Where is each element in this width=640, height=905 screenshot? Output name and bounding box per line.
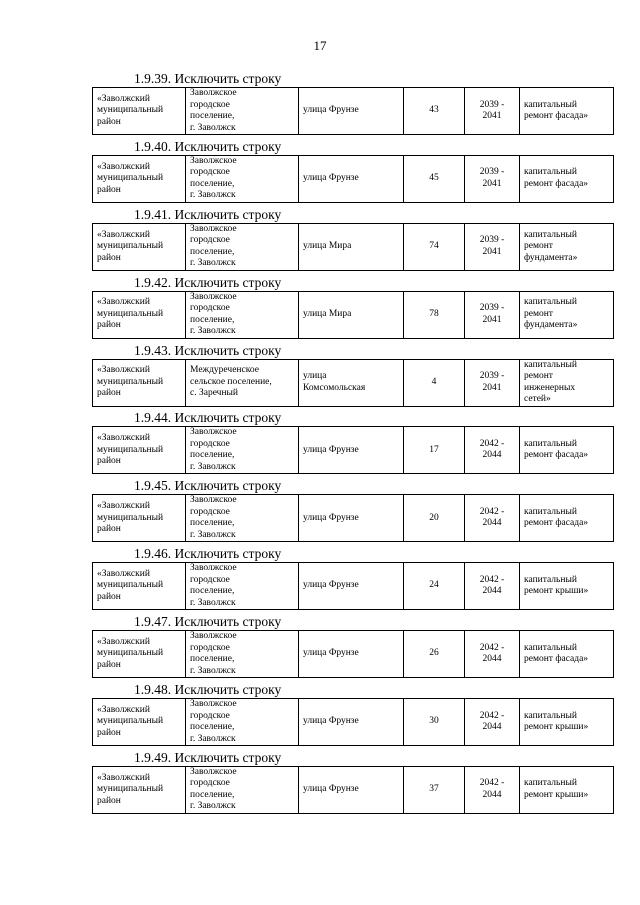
table-row: [93, 427, 614, 474]
section-heading: 1.9.49. Исключить строку: [134, 749, 282, 765]
table-row: [93, 495, 614, 542]
settlement-cell: Заволжское городское поселение, г. Заволжск: [186, 631, 299, 678]
settlement-cell: Заволжское городское поселение, г. Заволжск: [186, 88, 299, 135]
work-type-cell: капитальный ремонт фасада»: [520, 155, 614, 202]
house-number-cell: 37: [404, 766, 465, 813]
district-cell: «Заволжский муниципальный район: [93, 155, 186, 202]
section-heading: 1.9.41. Исключить строку: [134, 206, 282, 222]
district-cell: «Заволжский муниципальный район: [93, 766, 186, 813]
work-type-cell: капитальный ремонт фасада»: [520, 88, 614, 135]
house-number-cell: 45: [404, 155, 465, 202]
district-cell: «Заволжский муниципальный район: [93, 359, 186, 406]
table-row: [93, 359, 614, 406]
section-heading: 1.9.43. Исключить строку: [134, 342, 282, 358]
section-heading: 1.9.40. Исключить строку: [134, 138, 282, 154]
work-type-cell: капитальный ремонт фундамента»: [520, 291, 614, 338]
table-row: [93, 88, 614, 135]
section-heading: 1.9.47. Исключить строку: [134, 614, 282, 630]
district-cell: «Заволжский муниципальный район: [93, 291, 186, 338]
table-row: [93, 155, 614, 202]
settlement-cell: Заволжское городское поселение, г. Заволжск: [186, 291, 299, 338]
excluded-row-table: [92, 698, 614, 746]
section-heading: 1.9.45. Исключить строку: [134, 478, 282, 494]
house-number-cell: 30: [404, 699, 465, 746]
excluded-row-table: [92, 630, 614, 678]
settlement-cell: Заволжское городское поселение, г. Заволжск: [186, 427, 299, 474]
amendment-list: [92, 70, 589, 817]
amendment-section: [92, 749, 589, 817]
table-row: [93, 291, 614, 338]
street-cell: улица Фрунзе: [299, 88, 404, 135]
excluded-row-table: [92, 87, 614, 135]
period-cell: 2039 - 2041: [465, 291, 520, 338]
excluded-row-table: [92, 223, 614, 271]
settlement-cell: Заволжское городское поселение, г. Заволжск: [186, 223, 299, 270]
table-row: [93, 563, 614, 610]
street-cell: улица Фрунзе: [299, 699, 404, 746]
excluded-row-table: [92, 426, 614, 474]
amendment-section: [92, 681, 589, 749]
excluded-row-table: [92, 766, 614, 814]
period-cell: 2042 - 2044: [465, 631, 520, 678]
section-heading: 1.9.48. Исключить строку: [134, 682, 282, 698]
section-heading: 1.9.44. Исключить строку: [134, 410, 282, 426]
work-type-cell: капитальный ремонт крыши»: [520, 766, 614, 813]
house-number-cell: 20: [404, 495, 465, 542]
period-cell: 2042 - 2044: [465, 699, 520, 746]
excluded-row-table: [92, 291, 614, 339]
period-cell: 2042 - 2044: [465, 766, 520, 813]
section-heading: 1.9.42. Исключить строку: [134, 274, 282, 290]
district-cell: «Заволжский муниципальный район: [93, 699, 186, 746]
street-cell: улица Фрунзе: [299, 495, 404, 542]
house-number-cell: 43: [404, 88, 465, 135]
house-number-cell: 4: [404, 359, 465, 406]
district-cell: «Заволжский муниципальный район: [93, 631, 186, 678]
settlement-cell: Заволжское городское поселение, г. Заволжск: [186, 155, 299, 202]
section-heading: 1.9.39. Исключить строку: [134, 71, 282, 86]
settlement-cell: Заволжское городское поселение, г. Заволжск: [186, 699, 299, 746]
settlement-cell: Заволжское городское поселение, г. Заволжск: [186, 495, 299, 542]
work-type-cell: капитальный ремонт фундамента»: [520, 223, 614, 270]
excluded-row-table: [92, 155, 614, 203]
period-cell: 2039 - 2041: [465, 223, 520, 270]
street-cell: улица Комсомольская: [299, 359, 404, 406]
house-number-cell: 74: [404, 223, 465, 270]
house-number-cell: 78: [404, 291, 465, 338]
period-cell: 2042 - 2044: [465, 495, 520, 542]
house-number-cell: 17: [404, 427, 465, 474]
district-cell: «Заволжский муниципальный район: [93, 495, 186, 542]
settlement-cell: Заволжское городское поселение, г. Заволжск: [186, 766, 299, 813]
amendment-section: [92, 206, 579, 274]
district-cell: «Заволжский муниципальный район: [93, 427, 186, 474]
work-type-cell: капитальный ремонт фасада»: [520, 631, 614, 678]
district-cell: «Заволжский муниципальный район: [93, 223, 186, 270]
period-cell: 2039 - 2041: [465, 359, 520, 406]
amendment-section: [92, 274, 579, 342]
district-cell: «Заволжский муниципальный район: [93, 88, 186, 135]
page-number: 17: [313, 38, 327, 53]
table-row: [93, 766, 614, 813]
period-cell: 2042 - 2044: [465, 563, 520, 610]
section-heading: 1.9.46. Исключить строку: [134, 546, 282, 562]
work-type-cell: капитальный ремонт инженерных сетей»: [520, 359, 614, 406]
work-type-cell: капитальный ремонт фасада»: [520, 427, 614, 474]
table-row: [93, 631, 614, 678]
period-cell: 2042 - 2044: [465, 427, 520, 474]
settlement-cell: Заволжское городское поселение, г. Заволжск: [186, 563, 299, 610]
work-type-cell: капитальный ремонт фасада»: [520, 495, 614, 542]
house-number-cell: 24: [404, 563, 465, 610]
district-cell: «Заволжский муниципальный район: [93, 563, 186, 610]
excluded-row-table: [92, 494, 614, 542]
work-type-cell: капитальный ремонт крыши»: [520, 563, 614, 610]
period-cell: 2039 - 2041: [465, 155, 520, 202]
table-row: [93, 699, 614, 746]
amendment-section: [92, 477, 589, 545]
excluded-row-table: [92, 562, 614, 610]
amendment-section: [92, 342, 579, 410]
street-cell: улица Фрунзе: [299, 155, 404, 202]
amendment-section: [92, 138, 589, 206]
street-cell: улица Фрунзе: [299, 766, 404, 813]
period-cell: 2039 - 2041: [465, 88, 520, 135]
amendment-section: [92, 613, 589, 681]
amendment-section: [92, 70, 589, 138]
work-type-cell: капитальный ремонт крыши»: [520, 699, 614, 746]
table-row: [93, 223, 614, 270]
house-number-cell: 26: [404, 631, 465, 678]
excluded-row-table: [92, 359, 614, 407]
settlement-cell: Междуреченское сельское поселение, с. Заречный: [186, 359, 299, 406]
street-cell: улица Фрунзе: [299, 427, 404, 474]
street-cell: улица Мира: [299, 223, 404, 270]
street-cell: улица Фрунзе: [299, 563, 404, 610]
street-cell: улица Фрунзе: [299, 631, 404, 678]
street-cell: улица Мира: [299, 291, 404, 338]
amendment-section: [92, 409, 589, 477]
amendment-section: [92, 545, 589, 613]
